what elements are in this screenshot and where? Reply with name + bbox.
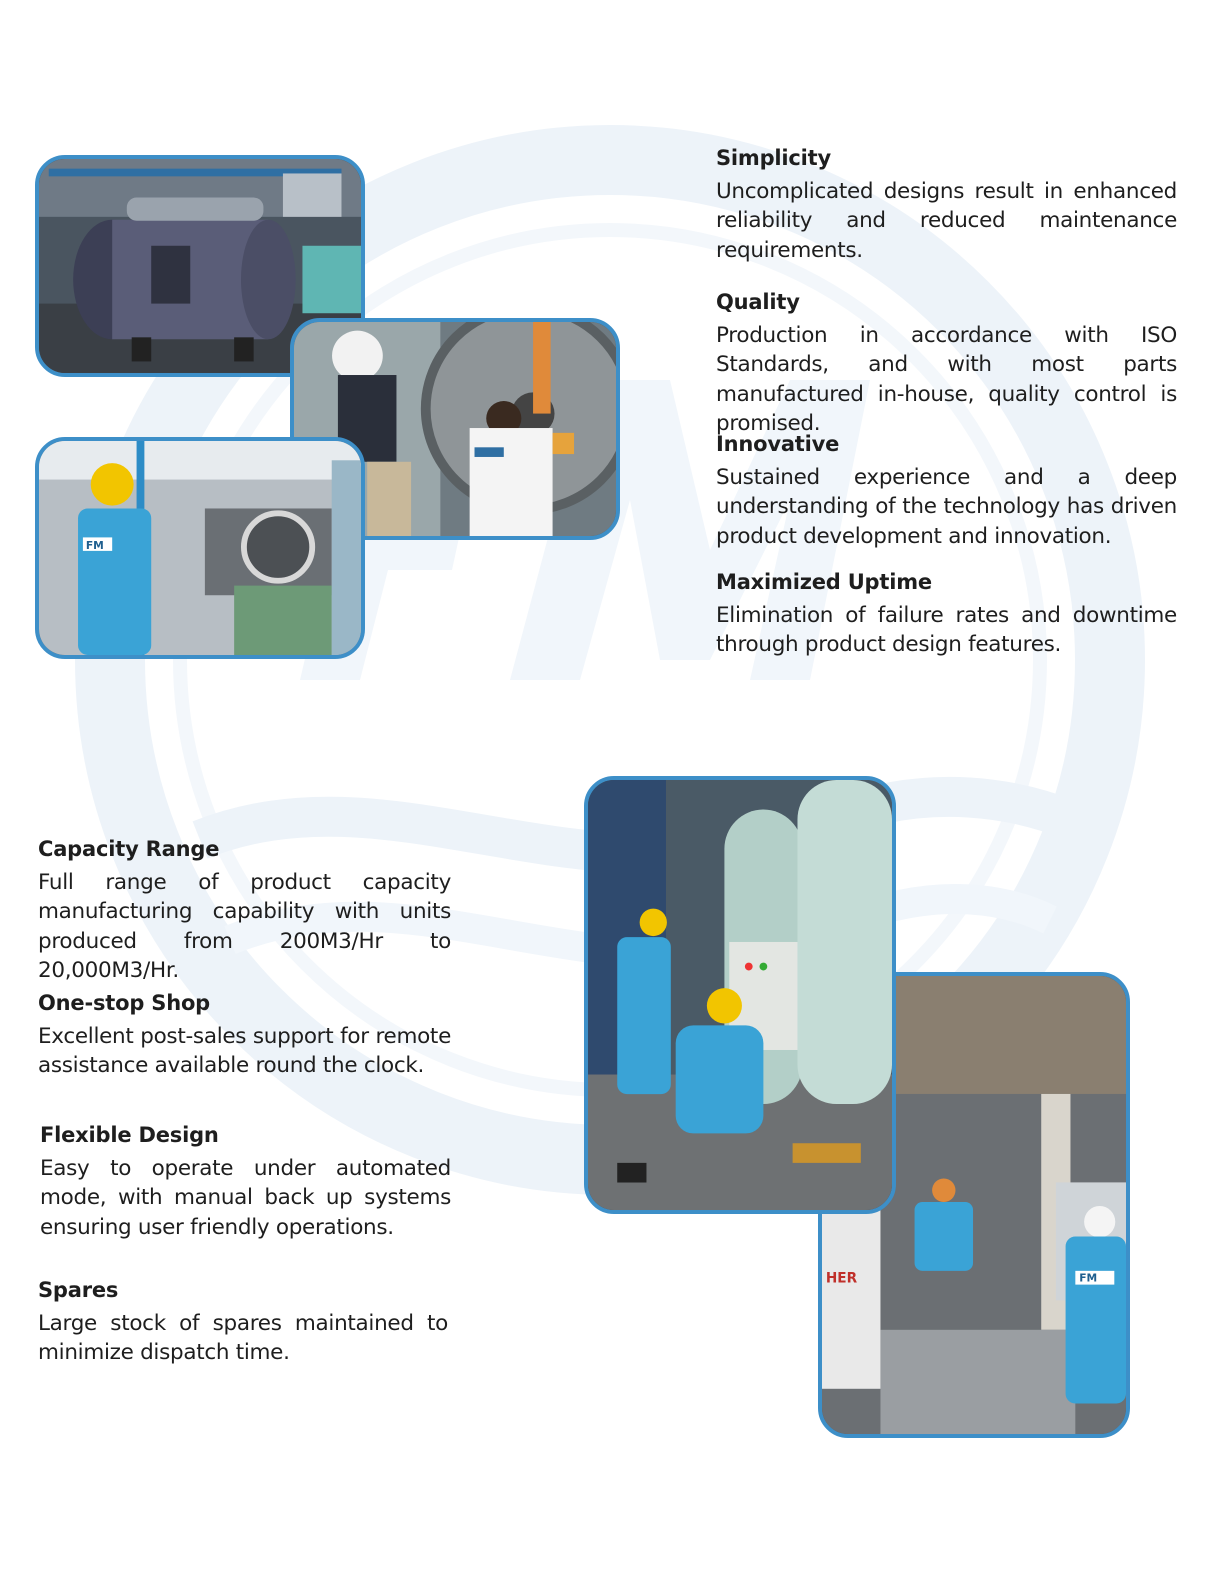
feature-one-stop-shop [38,989,451,1081]
lathe-badge-text: FM [1079,1271,1098,1285]
feature-flexible-design [40,1121,451,1242]
feature-body: Large stock of spares maintained to minimize dispatch time. [38,1310,448,1365]
feature-title: Simplicity [716,146,832,170]
feature-body: Elimination of failure rates and downtime through product design features. [716,602,1177,657]
feature-capacity-range [38,835,451,986]
feature-body: Full range of product capacity manufacturing capability with units produced from 200M3/Hr to 20,000M3/Hr. [38,869,451,983]
feature-body: Excellent post-sales support for remote assistance available round the clock. [38,1023,451,1078]
feature-simplicity [716,144,1177,265]
feature-title: Quality [716,290,800,314]
feature-title: Innovative [716,432,840,456]
feature-body: Production in accordance with ISO Standards, and with most parts manufactured in-house, quality control is promised. [716,322,1177,436]
feature-title: One-stop Shop [38,991,211,1015]
feature-body: Easy to operate under automated mode, with manual back up systems ensuring user friendly operations. [40,1155,451,1240]
overall-badge-text: FM [85,539,104,552]
feature-spares [38,1276,448,1368]
feature-quality [716,288,1177,439]
feature-maximized-uptime [716,568,1177,660]
photo-lathe-worker [35,437,365,659]
svg-text:HER: HER [825,1270,858,1287]
feature-title: Flexible Design [40,1123,219,1147]
feature-title: Maximized Uptime [716,570,932,594]
feature-innovative [716,430,1177,551]
photo-tank-installation [584,776,896,1214]
feature-body: Uncomplicated designs result in enhanced reliability and reduced maintenance requirements. [716,178,1177,263]
feature-body: Sustained experience and a deep understanding of the technology has driven product development and innovation. [716,464,1177,549]
feature-title: Capacity Range [38,837,220,861]
feature-title: Spares [38,1278,119,1302]
